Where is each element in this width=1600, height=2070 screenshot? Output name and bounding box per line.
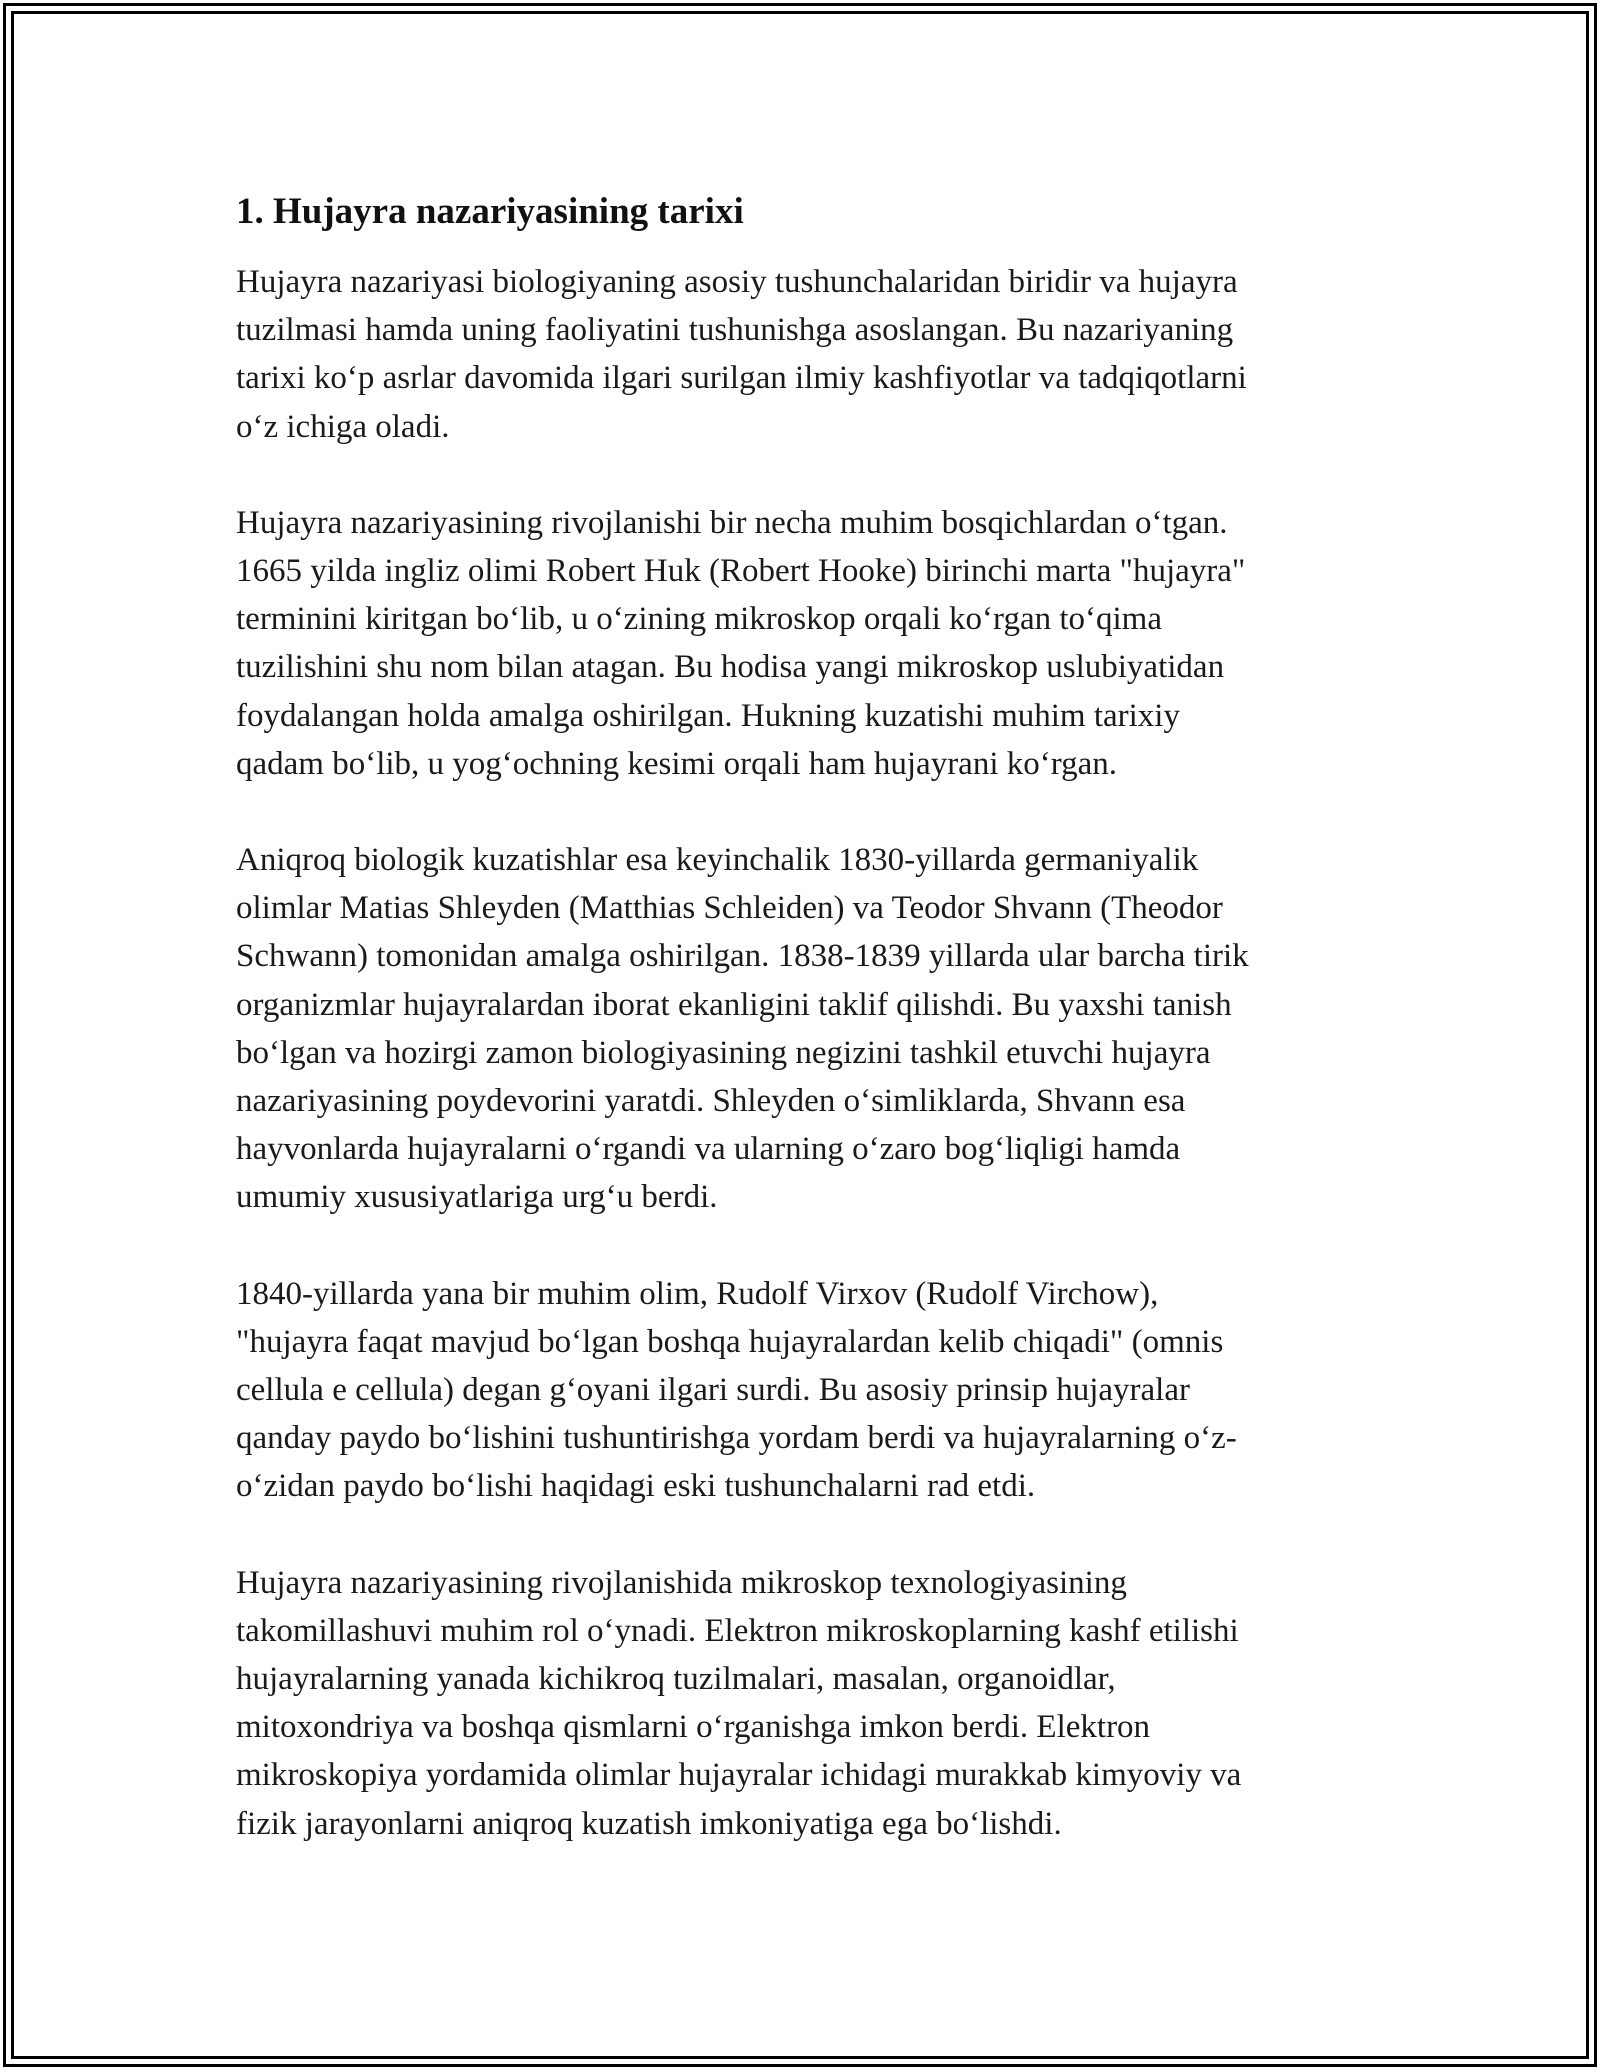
document-body [236, 186, 1366, 1896]
paragraph-intro: Hujayra nazariyasi biologiyaning asosiy tushunchalaridan biridir va hujayra tuzilmasi hamda uning faoliyatini tushunishga asoslangan. Bu nazariyaning tarixi ko‘p asrlar davomida ilgari surilgan ilmiy kashfiyotlar va tadqiqotlarni o‘z ichiga oladi. [236, 264, 1247, 445]
section-heading: 1. Hujayra nazariyasining tarixi [236, 191, 744, 232]
paragraph-robert-hooke: Hujayra nazariyasining rivojlanishi bir necha muhim bosqichlardan o‘tgan. 1665 yilda ingliz olimi Robert Huk (Robert Hooke) birinchi marta "hujayra" terminini kiritgan bo‘lib, u o‘zining mikroskop orqali ko‘rgan to‘qima tuzilishini shu nom bilan atagan. Bu hodisa yangi mikroskop uslubiyatidan foydalangan holda amalga oshirilgan. Hukning kuzatishi muhim tarixiy qadam bo‘lib, u yog‘ochning kesimi orqali ham hujayrani ko‘rgan. [236, 504, 1246, 782]
paragraph-schleiden-schwann: Aniqroq biologik kuzatishlar esa keyinchalik 1830-yillarda germaniyalik olimlar Matias Shleyden (Matthias Schleiden) va Teodor Shvann (Theodor Schwann) tomonidan amalga oshirilgan. 1838-1839 yillarda ular barcha tirik organizmlar hujayralardan iborat ekanligini taklif qilishdi. Bu yaxshi tanish bo‘lgan va hozirgi zamon biologiyasining negizini tashkil etuvchi hujayra nazariyasining poydevorini yaratdi. Shleyden o‘simliklarda, Shvann esa hayvonlarda hujayralarni o‘rgandi va ularning o‘zaro bog‘liqligi hamda umumiy xususiyatlariga urg‘u berdi. [236, 842, 1249, 1216]
paragraph-microscope-technology: Hujayra nazariyasining rivojlanishida mikroskop texnologiyasining takomillashuvi muhim rol o‘ynadi. Elektron mikroskoplarning kashf etilishi hujayralarning yanada kichikroq tuzilmalari, masalan, organoidlar, mitoxondriya va boshqa qismlarni o‘rganishga imkon berdi. Elektron mikroskopiya yordamida olimlar hujayralar ichidagi murakkab kimyoviy va fizik jarayonlarni aniqroq kuzatish imkoniyatiga ega bo‘lishdi. [236, 1564, 1242, 1842]
paragraph-virchow: 1840-yillarda yana bir muhim olim, Rudolf Virxov (Rudolf Virchow), "hujayra faqat mavjud bo‘lgan boshqa hujayralardan kelib chiqadi" (omnis cellula e cellula) degan g‘oyani ilgari surdi. Bu asosiy prinsip hujayralar qanday paydo bo‘lishini tushuntirishga yordam berdi va hujayralarning o‘z- o‘zidan paydo bo‘lishi haqidagi eski tushunchalarni rad etdi. [236, 1275, 1237, 1505]
